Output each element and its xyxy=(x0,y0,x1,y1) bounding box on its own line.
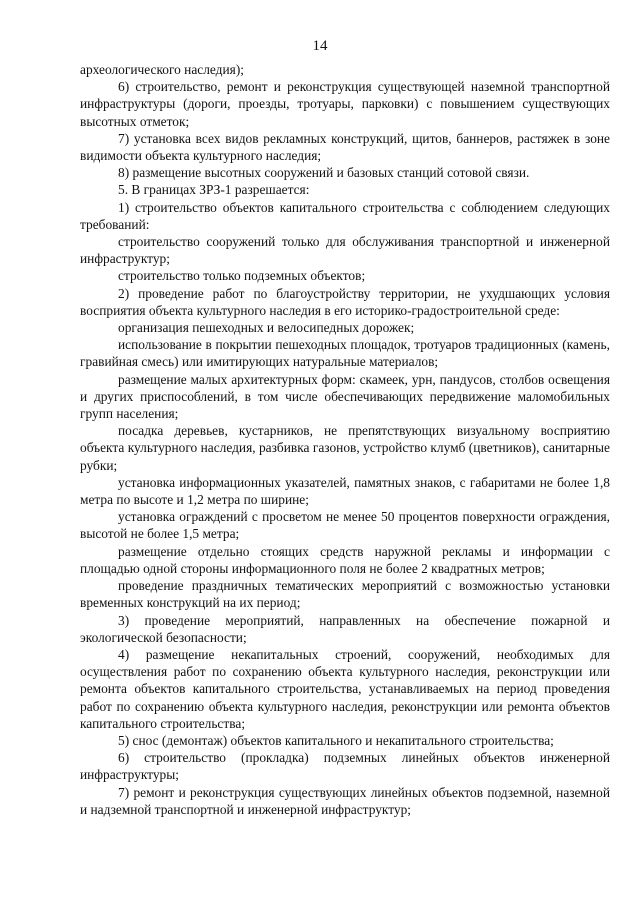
paragraph: строительство сооружений только для обслуживания транспортной и инженерной инфраструктур; xyxy=(80,234,610,267)
paragraph: проведение праздничных тематических мероприятий с возможностью установки временных конструкций на их период; xyxy=(80,578,610,611)
paragraph: 5. В границах ЗРЗ-1 разрешается: xyxy=(118,182,310,198)
paragraph: 1) строительство объектов капитального строительства с соблюдением следующих требований: xyxy=(80,199,610,232)
paragraph: размещение отдельно стоящих средств наружной рекламы и информации с площадью одной стороны информационного поля не более 2 квадратных метров; xyxy=(80,543,610,576)
document-body xyxy=(80,61,610,818)
paragraph: 6) строительство (прокладка) подземных линейных объектов инженерной инфраструктуры; xyxy=(80,750,610,783)
paragraph: строительство только подземных объектов; xyxy=(118,268,366,284)
paragraph: 2) проведение работ по благоустройству территории, не ухудшающих условия восприятия объекта культурного наследия в его историко-градостроительной среде: xyxy=(80,285,610,318)
paragraph: 5) снос (демонтаж) объектов капитального и некапитального строительства; xyxy=(118,732,554,748)
paragraph: установка информационных указателей, памятных знаков, с габаритами не более 1,8 метра по высоте и 1,2 метра по ширине; xyxy=(80,474,610,508)
paragraph: 8) размещение высотных сооружений и базовых станций сотовой связи. xyxy=(118,165,530,181)
paragraph: размещение малых архитектурных форм: скамеек, урн, пандусов, столбов освещения и других приспособлений, в том числе обеспечивающих передвижение маломобильных групп населения; xyxy=(80,371,610,422)
paragraph: 7) ремонт и реконструкция существующих линейных объектов подземной, наземной и надземной транспортной и инженерной инфраструктур; xyxy=(80,784,610,817)
page-number: 14 xyxy=(312,38,328,54)
paragraph: 7) установка всех видов рекламных конструкций, щитов, баннеров, растяжек в зоне видимости объекта культурного наследия; xyxy=(80,130,610,164)
paragraph: использование в покрытии пешеходных площадок, тротуаров традиционных (камень, гравийная смесь) или имитирующих натуральные материалов; xyxy=(80,337,610,370)
paragraph: 3) проведение мероприятий, направленных на обеспечение пожарной и экологической безопасности; xyxy=(80,612,610,645)
paragraph: археологического наследия); xyxy=(80,62,244,77)
paragraph: 4) размещение некапитальных строений, сооружений, необходимых для осуществления работ по сохранению объекта культурного наследия, реконструкции или ремонта объектов капитального строительства, устанавливаемых на период проведения работ по сохранению объекта культурного наследия, реконструкции или ремонта объектов капитального строительства; xyxy=(80,646,610,731)
paragraph: установка ограждений с просветом не менее 50 процентов поверхности ограждения, высотой не более 1,5 метра; xyxy=(80,509,610,542)
paragraph: посадка деревьев, кустарников, не препятствующих визуальному восприятию объекта культурного наследия, разбивка газонов, устройство клумб (цветников), санитарные рубки; xyxy=(80,423,610,473)
paragraph: организация пешеходных и велосипедных дорожек; xyxy=(118,320,415,336)
paragraph: 6) строительство, ремонт и реконструкция существующей наземной транспортной инфраструктуры (дороги, проезды, тротуары, парковки) с повышением существующих высотных отметок; xyxy=(80,79,610,129)
